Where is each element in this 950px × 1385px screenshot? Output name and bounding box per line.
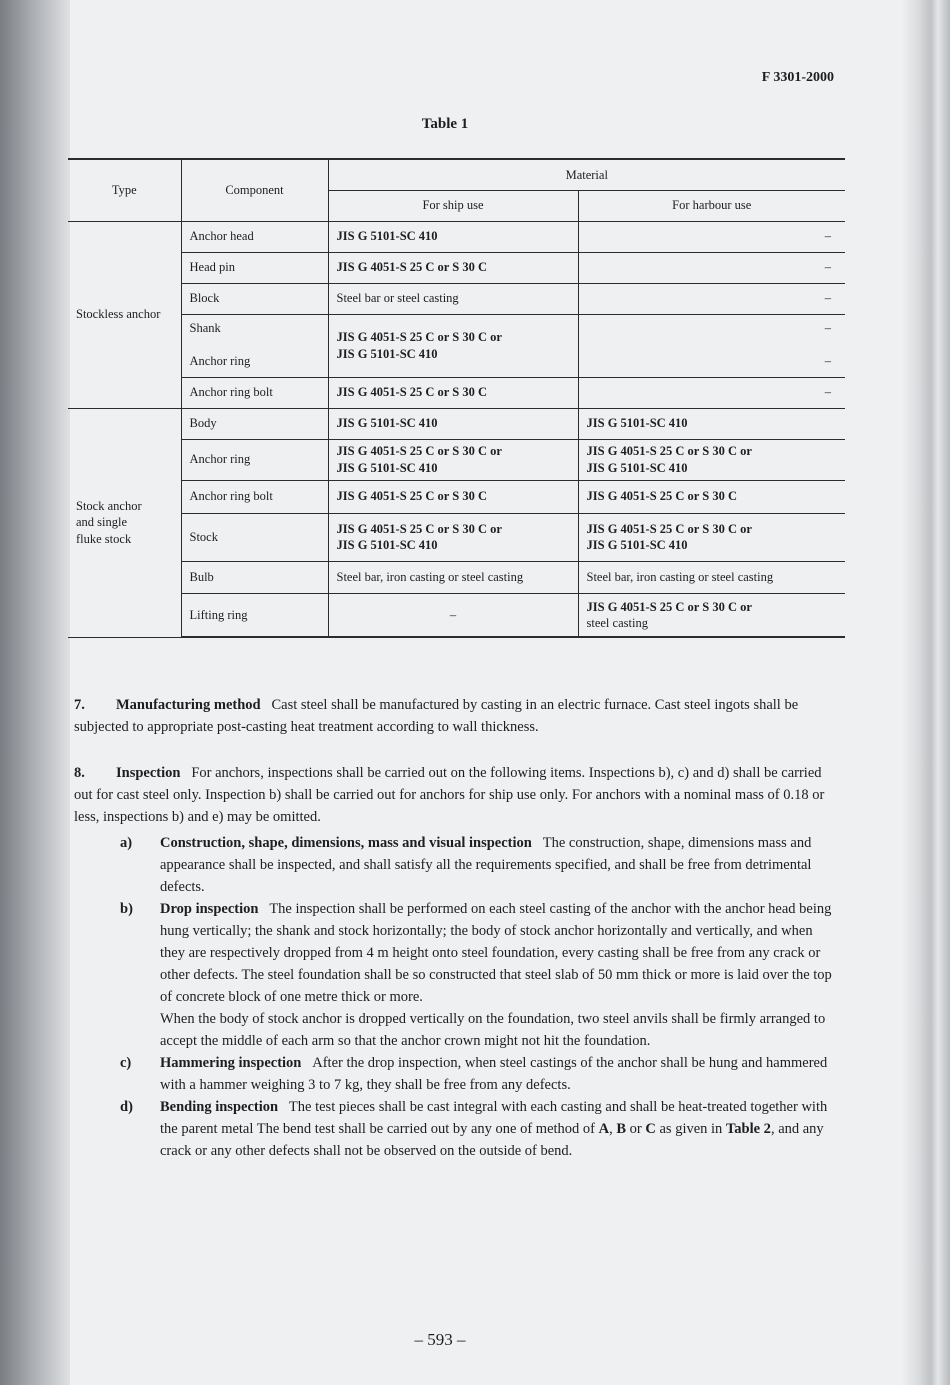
- ship-material-cell: JIS G 4051-S 25 C or S 30 C: [328, 480, 578, 513]
- table-row: [68, 593, 845, 637]
- material-table: [68, 158, 845, 638]
- component-cell: Head pin: [181, 252, 328, 283]
- item-text: The test pieces shall be cast integral with each casting and shall be heat-treated together with the parent metal The bend test shall be carried out by any one of method of: [160, 1099, 828, 1137]
- page-binding-shadow: [0, 0, 70, 1385]
- harbour-material-cell: –: [578, 377, 845, 408]
- table-row: [68, 513, 845, 561]
- table-row: [68, 561, 845, 593]
- header-component: Component: [181, 159, 328, 221]
- ship-material-cell: JIS G 4051-S 25 C or S 30 C: [328, 252, 578, 283]
- harbour-material-cell: JIS G 4051-S 25 C or S 30 C: [578, 480, 845, 513]
- group-stockless-anchor: Stockless anchor: [68, 221, 181, 408]
- item-label: d): [120, 1099, 133, 1115]
- section-number: 8.: [74, 765, 85, 781]
- item-text: After the drop inspection, when steel castings of the anchor shall be hung and hammered with a hammer weighing 3 to 7 kg, they shall be free from any defects.: [160, 1055, 828, 1093]
- section-8-intro: [74, 762, 840, 828]
- section-title: Manufacturing method: [116, 697, 261, 713]
- harbour-material-cell: –: [578, 252, 845, 283]
- header-type: Type: [68, 159, 181, 221]
- item-label: c): [120, 1055, 132, 1071]
- table-row: [68, 221, 845, 252]
- header-harbour-use: For harbour use: [578, 190, 845, 221]
- item-title: Drop inspection: [160, 901, 259, 917]
- harbour-material-cell: –: [578, 221, 845, 252]
- group-label-line: and single: [76, 515, 128, 530]
- group-stock-anchor: [68, 408, 181, 637]
- inspection-item-a: [74, 832, 840, 898]
- component-shank: Shank: [189, 320, 221, 335]
- item-title: Bending inspection: [160, 1099, 279, 1115]
- item-title: Construction, shape, dimensions, mass and visual inspection: [160, 835, 532, 851]
- harbour-material-line: –: [824, 320, 831, 335]
- header-ship-use: For ship use: [328, 190, 578, 221]
- harbour-material-cell: [578, 593, 845, 637]
- ship-material-cell: JIS G 4051-S 25 C or S 30 C: [328, 377, 578, 408]
- method-b: B: [616, 1121, 627, 1137]
- section-number: 7.: [74, 697, 85, 713]
- harbour-material-cell: JIS G 5101-SC 410: [578, 408, 845, 439]
- ship-material-line: JIS G 5101-SC 410: [336, 538, 438, 552]
- item-text: The inspection shall be performed on each steel casting of the anchor with the anchor head being hung vertically; the shank and stock horizontally; the body of stock anchor horizontally and vertically, and when they are respectively dropped from 4 m height onto steel foundation, every casting shall be free from any crack or other defects. The steel foundation shall be so constructed that steel slab of 50 mm thick or more is laid over the top of concrete block of one metre thick or more.: [160, 901, 832, 1005]
- group-label-line: Stock anchor: [76, 499, 142, 514]
- component-cell: Stock: [181, 513, 328, 561]
- section-text: For anchors, inspections shall be carried out on the following items. Inspections b), c) and d) shall be carried out for cast steel only. Inspection b) shall be carried out for anchors for ship use only. For anchors with a nominal mass of 0.18 or less, inspections b) and e) may be omitted.: [74, 765, 825, 825]
- section-text: Cast steel shall be manufactured by casting in an electric furnace. Cast steel ingots shall be subjected to appropriate post-casting heat treatment according to wall thickness.: [74, 697, 799, 735]
- ship-material-cell: [328, 439, 578, 480]
- page-edge-stack: [902, 0, 950, 1385]
- ship-material-line: JIS G 4051-S 25 C or S 30 C or: [336, 330, 502, 345]
- group-label-line: fluke stock: [76, 531, 132, 546]
- harbour-material-line: JIS G 5101-SC 410: [586, 460, 688, 475]
- harbour-material-line: JIS G 4051-S 25 C or S 30 C or: [586, 444, 752, 459]
- ship-material-cell: –: [328, 593, 578, 637]
- ship-material-line: JIS G 4051-S 25 C or S 30 C or: [336, 521, 502, 536]
- harbour-material-line: JIS G 4051-S 25 C or S 30 C or: [586, 521, 752, 536]
- item-label: b): [120, 901, 133, 917]
- item-text: The construction, shape, dimensions mass and appearance shall be inspected, and shall satisfy all the requirements specified, and shall be free from detrimental defects.: [160, 835, 812, 895]
- harbour-material-cell: –: [578, 283, 845, 314]
- method-a: A: [598, 1121, 610, 1137]
- header-material: Material: [328, 159, 845, 190]
- harbour-material-line: steel casting: [586, 615, 648, 630]
- harbour-material-cell: [578, 439, 845, 480]
- section-7: [74, 694, 840, 738]
- item-text-end: and any crack or any other defects shall not be observed on the outside of bend.: [160, 1121, 824, 1159]
- table-row: [68, 283, 845, 314]
- table-title: Table 1: [421, 116, 469, 132]
- ship-material-cell: [328, 314, 578, 377]
- table-row: [68, 439, 845, 480]
- inspection-item-d: d) Bending inspection The test pieces shall be cast integral with each casting and shall be heat-treated together with the parent metal The bend test shall be carried out by any one of method of A, B or C as given in Table 2, and any crack or any other defects shall not be observed on the outside of bend.: [74, 1096, 840, 1162]
- ship-material-cell: [328, 513, 578, 561]
- item-text-continued: When the body of stock anchor is dropped vertically on the foundation, two steel anvils shall be firmly arranged to accept the middle of each arm so that the anchor crown might not hit the foundation.: [160, 1011, 826, 1049]
- component-cell: Bulb: [181, 561, 328, 593]
- section-8: [74, 762, 840, 1162]
- table-row: [68, 480, 845, 513]
- method-c: C: [645, 1121, 656, 1137]
- table-row: [68, 377, 845, 408]
- document-id: F 3301-2000: [761, 70, 834, 85]
- ship-material-cell: JIS G 5101-SC 410: [328, 408, 578, 439]
- component-cell: Body: [181, 408, 328, 439]
- ship-material-line: JIS G 5101-SC 410: [336, 460, 438, 475]
- ship-material-cell: Steel bar, iron casting or steel casting: [328, 561, 578, 593]
- table-row: [68, 314, 845, 377]
- item-title: Hammering inspection: [160, 1055, 302, 1071]
- table-row: [68, 252, 845, 283]
- page-number: – 593 –: [414, 1330, 466, 1349]
- component-cell: [181, 314, 328, 377]
- ship-material-line: JIS G 5101-SC 410: [336, 346, 438, 361]
- harbour-material-cell: [578, 314, 845, 377]
- component-cell: Anchor ring bolt: [181, 480, 328, 513]
- section-title: Inspection: [116, 765, 181, 781]
- harbour-material-cell: Steel bar, iron casting or steel casting: [578, 561, 845, 593]
- table-2-ref: Table 2: [725, 1121, 771, 1137]
- item-label: a): [120, 835, 133, 851]
- harbour-material-line: JIS G 4051-S 25 C or S 30 C or: [586, 599, 752, 614]
- inspection-item-c: [74, 1052, 840, 1096]
- ship-material-cell: Steel bar or steel casting: [328, 283, 578, 314]
- component-anchor-ring: Anchor ring: [189, 353, 251, 368]
- component-cell: Lifting ring: [181, 593, 328, 637]
- ship-material-line: JIS G 4051-S 25 C or S 30 C or: [336, 444, 502, 459]
- table-row: [68, 408, 845, 439]
- harbour-material-line: JIS G 5101-SC 410: [586, 538, 688, 552]
- component-cell: Block: [181, 283, 328, 314]
- inspection-item-b: [74, 898, 840, 1052]
- ship-material-cell: JIS G 5101-SC 410: [328, 221, 578, 252]
- component-cell: Anchor ring: [181, 439, 328, 480]
- component-cell: Anchor ring bolt: [181, 377, 328, 408]
- harbour-material-line: –: [824, 353, 831, 368]
- component-cell: Anchor head: [181, 221, 328, 252]
- harbour-material-cell: [578, 513, 845, 561]
